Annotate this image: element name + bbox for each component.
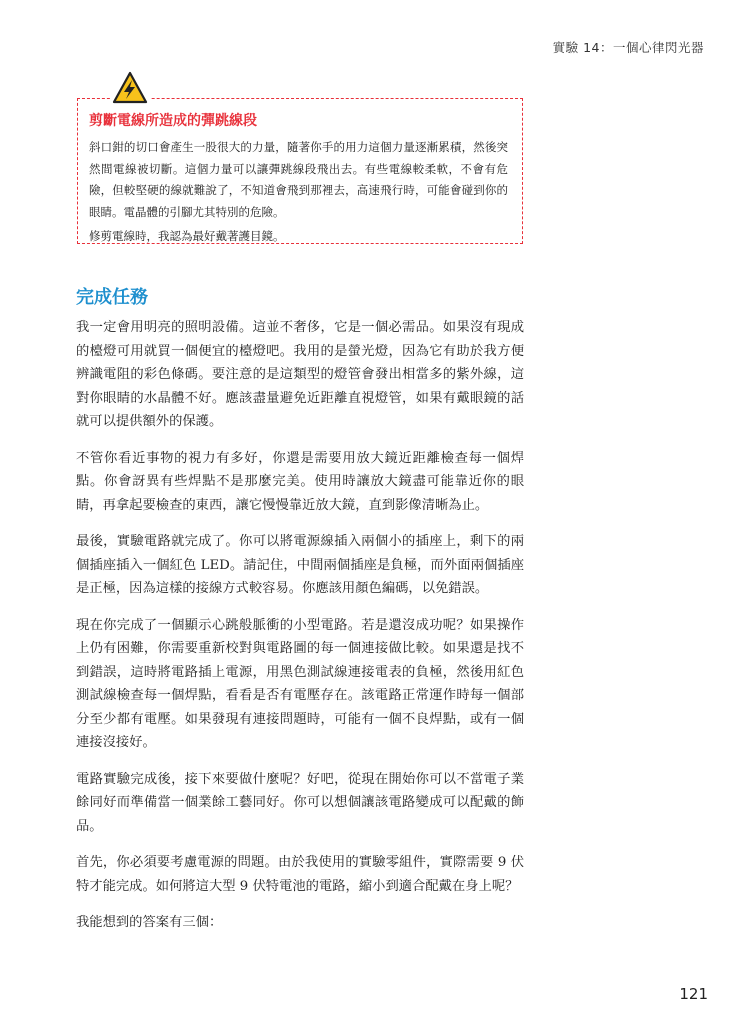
high-voltage-warning-icon: [110, 71, 150, 105]
body-paragraph: 不管你看近事物的視力有多好，你還是需要用放大鏡近距離檢查每一個焊點。你會訝異有些焊點不是那麼完美。使用時讓放大鏡盡可能靠近你的眼睛，再拿起要檢查的東西，讓它慢慢靠近放大鏡，直到影像清晰為止。: [76, 450, 524, 513]
warning-box: [77, 98, 523, 244]
body-paragraph: 首先，你必須要考慮電源的問題。由於我使用的實驗零組件，實際需要 9 伏特才能完成。如何將這大型 9 伏特電池的電路，縮小到適合配戴在身上呢？: [76, 855, 524, 894]
body-paragraph: 我能想到的答案有三個：: [76, 915, 223, 930]
body-content: [76, 316, 524, 948]
warning-paragraph: 斜口鉗的切口會產生一股很大的力量，隨著你手的用力這個力量逐漸累積，然後突然間電線被切斷。這個力量可以讓彈跳線段飛出去。有些電線較柔軟，不會有危險，但較堅硬的線就難說了，不知道會飛到那裡去，高速飛行時，可能會碰到你的眼睛。電晶體的引腳尤其特別的危險。: [89, 140, 508, 219]
running-header: 實驗 14：一個心律閃光器: [552, 40, 704, 55]
body-paragraph: 我一定會用明亮的照明設備。這並不奢侈，它是一個必需品。如果沒有現成的檯燈可用就買一個便宜的檯燈吧。我用的是螢光燈，因為它有助於我方便辨識電阻的彩色條碼。要注意的是這類型的燈管會發出相當多的紫外線，這對你眼睛的水晶體不好。應該盡量避免近距離直視燈管，如果有戴眼鏡的話就可以提供額外的保護。: [76, 320, 524, 429]
body-paragraph: 電路實驗完成後，接下來要做什麼呢？好吧，從現在開始你可以不當電子業餘同好而準備當一個業餘工藝同好。你可以想個讓該電路變成可以配戴的飾品。: [76, 771, 524, 834]
body-paragraph: 最後，實驗電路就完成了。你可以將電源線插入兩個小的插座上，剩下的兩個插座插入一個紅色 LED。請記住，中間兩個插座是負極，而外面兩個插座是正極，因為這樣的接線方式較容易。你應該用顏色編碼，以免錯誤。: [76, 534, 524, 596]
body-paragraph: 現在你完成了一個顯示心跳般脈衝的小型電路。若是還沒成功呢？如果操作上仍有困難，你需要重新校對與電路圖的每一個連接做比較。如果還是找不到錯誤，這時將電路插上電源，用黑色測試線連接電表的負極，然後用紅色測試線檢查每一個焊點，看看是否有電壓存在。該電路正常運作時每一個部分至少都有電壓。如果發現有連接問題時，可能有一個不良焊點，或有一個連接沒接好。: [76, 617, 524, 750]
page-number: 121: [679, 985, 708, 1003]
warning-paragraph: 修剪電線時，我認為最好戴著護目鏡。: [89, 229, 285, 243]
warning-title: 剪斷電線所造成的彈跳線段: [89, 113, 257, 129]
section-title: 完成任務: [76, 287, 148, 308]
